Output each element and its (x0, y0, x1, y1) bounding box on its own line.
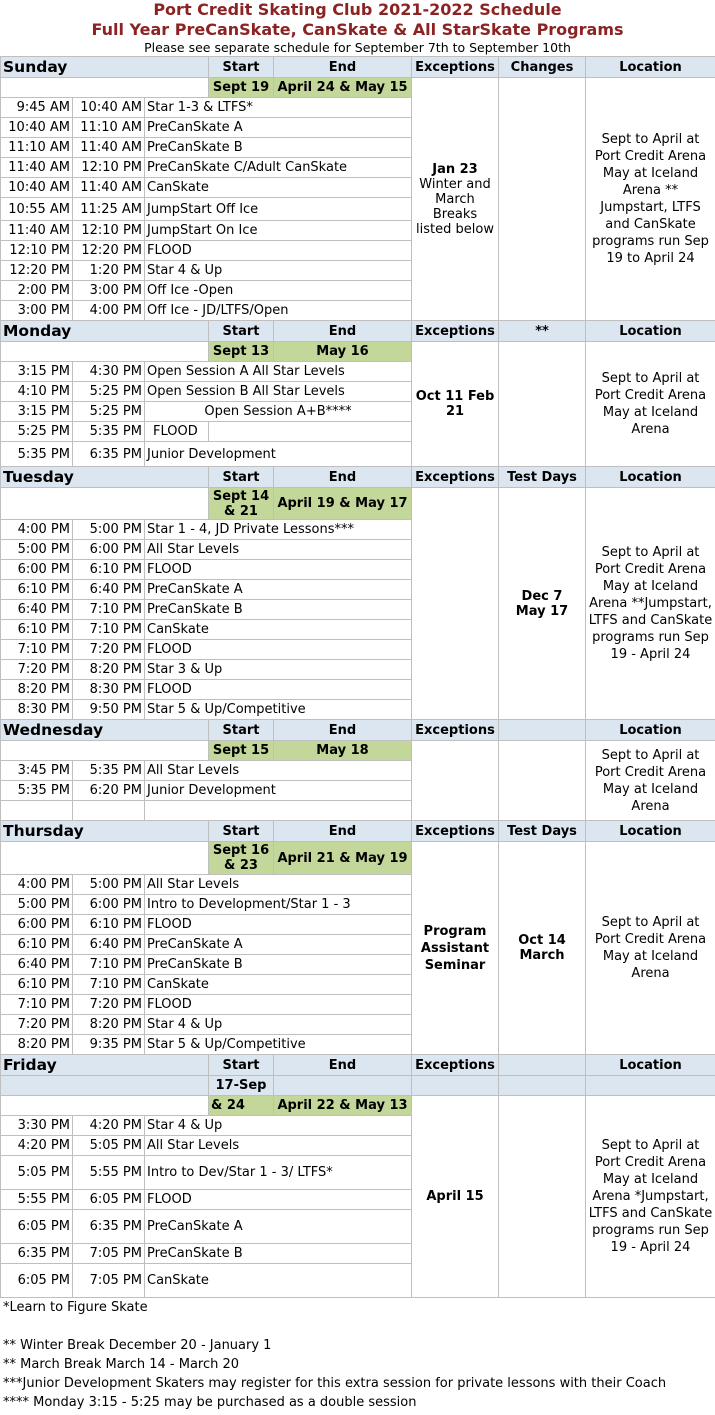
program-name: Star 5 & Up/Competitive (145, 700, 412, 720)
end-time: 5:00 PM (73, 520, 145, 540)
program-name: Open Session B All Star Levels (145, 382, 412, 402)
start-time: 3:30 PM (1, 1116, 73, 1136)
end-time: 3:00 PM (73, 281, 145, 301)
program-name: FLOOD (145, 241, 412, 261)
program-name: FLOOD (145, 915, 412, 935)
start-header: Start (209, 720, 274, 741)
start-time: 2:00 PM (1, 281, 73, 301)
blank-cell (499, 1055, 586, 1076)
tuesday-test-days: Dec 7 May 17 (499, 488, 586, 720)
start-header: Start (209, 467, 274, 488)
end-header: End (274, 720, 412, 741)
page-title: Port Credit Skating Club 2021-2022 Schedule (153, 0, 562, 19)
exception-note: Winter and March Breaks listed below (416, 176, 494, 237)
start-time: 11:40 AM (1, 158, 73, 178)
program-name: FLOOD (145, 422, 209, 442)
blank-cell (73, 801, 145, 821)
end-time: 5:05 PM (73, 1136, 145, 1156)
end-time: 5:55 PM (73, 1156, 145, 1190)
tuesday-location: Sept to April at Port Credit Arena May at Iceland Arena **Jumpstart, LTFS and CanSkate programs run Sep 19 - April 24 (586, 488, 715, 720)
end-time: 6:10 PM (73, 560, 145, 580)
footnote-winter-break: ** Winter Break December 20 - January 1 (3, 1338, 272, 1353)
wednesday-changes (499, 741, 586, 821)
program-name: Star 4 & Up (145, 1015, 412, 1035)
end-time: 12:10 PM (73, 158, 145, 178)
end-time: 8:20 PM (73, 1015, 145, 1035)
end-time: 7:20 PM (73, 640, 145, 660)
thursday-dates-row (1, 842, 715, 875)
end-time: 11:10 AM (73, 118, 145, 138)
friday-header-row (1, 1055, 715, 1076)
program-name: All Star Levels (145, 1136, 412, 1156)
start-time: 5:35 PM (1, 781, 73, 801)
location-header: Location (586, 1055, 715, 1076)
end-time: 6:00 PM (73, 895, 145, 915)
end-header: End (274, 1055, 412, 1076)
program-name: CanSkate (145, 975, 412, 995)
monday-dates-row (1, 342, 715, 362)
footnote-monday-double: **** Monday 3:15 - 5:25 may be purchased as a double session (3, 1395, 417, 1410)
blank-cell (1, 342, 209, 362)
friday-exceptions: April 15 (412, 1096, 499, 1298)
start-time: 3:15 PM (1, 402, 73, 422)
day-label-thursday: Thursday (1, 821, 209, 842)
changes-header: Changes (499, 57, 586, 78)
monday-changes (499, 342, 586, 467)
end-date: April 22 & May 13 (274, 1096, 412, 1116)
end-time: 6:05 PM (73, 1190, 145, 1210)
location-header: Location (586, 321, 715, 342)
end-time: 5:35 PM (73, 761, 145, 781)
program-name: Off Ice - JD/LTFS/Open (145, 301, 412, 321)
blank-cell (1, 741, 209, 761)
end-time: 6:40 PM (73, 580, 145, 600)
tuesday-exceptions (412, 488, 499, 720)
start-header: Start (209, 321, 274, 342)
friday-dates-row-2 (1, 1096, 715, 1116)
start-header: Start (209, 57, 274, 78)
start-time: 11:10 AM (1, 138, 73, 158)
end-time: 5:25 PM (73, 382, 145, 402)
start-time: 7:20 PM (1, 660, 73, 680)
friday-changes (499, 1096, 586, 1298)
start-time: 4:00 PM (1, 875, 73, 895)
start-time: 10:55 AM (1, 198, 73, 221)
program-name: CanSkate (145, 620, 412, 640)
end-date: May 18 (274, 741, 412, 761)
end-time: 5:35 PM (73, 422, 145, 442)
start-time: 6:05 PM (1, 1264, 73, 1298)
program-name: Off Ice -Open (145, 281, 412, 301)
program-name: JumpStart Off Ice (145, 198, 412, 221)
program-name: PreCanSkate A (145, 1210, 412, 1244)
end-time: 7:10 PM (73, 955, 145, 975)
end-date: April 24 & May 15 (274, 78, 412, 98)
start-time: 4:20 PM (1, 1136, 73, 1156)
end-header: End (274, 57, 412, 78)
footnote-ltfs: *Learn to Figure Skate (3, 1300, 148, 1315)
tuesday-header-row (1, 467, 715, 488)
footnotes (0, 1298, 715, 1412)
thursday-test-days: Oct 14 March (499, 842, 586, 1055)
end-time: 6:40 PM (73, 935, 145, 955)
program-name: Open Session A+B**** (145, 402, 412, 422)
end-time: 11:40 AM (73, 138, 145, 158)
start-date: Sept 13 (209, 342, 274, 362)
blank-cell (499, 720, 586, 741)
monday-exceptions: Oct 11 Feb 21 (412, 342, 499, 467)
day-label-friday: Friday (1, 1055, 209, 1076)
end-time: 12:10 PM (73, 221, 145, 241)
start-time: 4:00 PM (1, 520, 73, 540)
start-date: Sept 16 & 23 (209, 842, 274, 875)
program-name: All Star Levels (145, 875, 412, 895)
test-days-header: Test Days (499, 467, 586, 488)
blank-cell (209, 422, 412, 442)
blank-cell (586, 1076, 715, 1096)
program-name: Junior Development (145, 781, 412, 801)
tuesday-dates-row (1, 488, 715, 520)
program-name: Star 1 - 4, JD Private Lessons*** (145, 520, 412, 540)
start-time: 8:20 PM (1, 1035, 73, 1055)
blank-cell (412, 1076, 499, 1096)
start-time: 10:40 AM (1, 118, 73, 138)
start-header: Start (209, 1055, 274, 1076)
start-time: 7:10 PM (1, 640, 73, 660)
program-name: Intro to Dev/Star 1 - 3/ LTFS* (145, 1156, 412, 1190)
end-date: April 21 & May 19 (274, 842, 412, 875)
program-name: All Star Levels (145, 761, 412, 781)
end-time: 7:05 PM (73, 1244, 145, 1264)
day-label-sunday: Sunday (1, 57, 209, 78)
program-name: Star 4 & Up (145, 1116, 412, 1136)
start-time: 9:45 AM (1, 98, 73, 118)
end-time: 8:30 PM (73, 680, 145, 700)
start-time: 12:10 PM (1, 241, 73, 261)
wednesday-exceptions (412, 741, 499, 821)
program-name: Star 3 & Up (145, 660, 412, 680)
wednesday-header-row (1, 720, 715, 741)
end-header: End (274, 821, 412, 842)
program-name: PreCanSkate B (145, 600, 412, 620)
sunday-exceptions (412, 78, 499, 321)
start-time: 6:00 PM (1, 560, 73, 580)
program-name: PreCanSkate A (145, 935, 412, 955)
end-time: 4:30 PM (73, 362, 145, 382)
start-date: Sept 14 & 21 (209, 488, 274, 520)
end-time: 1:20 PM (73, 261, 145, 281)
start-time: 5:25 PM (1, 422, 73, 442)
thursday-header-row (1, 821, 715, 842)
start-time: 6:40 PM (1, 600, 73, 620)
blank-cell (1, 842, 209, 875)
program-name: FLOOD (145, 680, 412, 700)
day-label-monday: Monday (1, 321, 209, 342)
start-time: 3:15 PM (1, 362, 73, 382)
start-time: 6:10 PM (1, 935, 73, 955)
end-time: 8:20 PM (73, 660, 145, 680)
start-time: 5:05 PM (1, 1156, 73, 1190)
program-name: All Star Levels (145, 540, 412, 560)
end-time: 5:00 PM (73, 875, 145, 895)
day-label-tuesday: Tuesday (1, 467, 209, 488)
exceptions-header: Exceptions (412, 321, 499, 342)
start-date: & 24 (209, 1096, 274, 1116)
program-name: CanSkate (145, 178, 412, 198)
program-name: FLOOD (145, 995, 412, 1015)
program-name: Junior Development (145, 442, 412, 467)
location-header: Location (586, 821, 715, 842)
end-time: 7:10 PM (73, 620, 145, 640)
end-time: 10:40 AM (73, 98, 145, 118)
end-time: 6:35 PM (73, 442, 145, 467)
location-header: Location (586, 720, 715, 741)
blank-cell (1, 801, 73, 821)
thursday-exceptions: Program Assistant Seminar (412, 842, 499, 1055)
thursday-location: Sept to April at Port Credit Arena May at Iceland Arena (586, 842, 715, 1055)
start-time: 8:20 PM (1, 680, 73, 700)
end-time: 7:10 PM (73, 600, 145, 620)
sunday-changes (499, 78, 586, 321)
start-time: 7:20 PM (1, 1015, 73, 1035)
start-time: 6:40 PM (1, 955, 73, 975)
friday-location: Sept to April at Port Credit Arena May at Iceland Arena *Jumpstart, LTFS and CanSkate programs run Sep 19 - April 24 (586, 1096, 715, 1298)
exceptions-header: Exceptions (412, 821, 499, 842)
monday-location: Sept to April at Port Credit Arena May at Iceland Arena (586, 342, 715, 467)
program-name: Star 1-3 & LTFS* (145, 98, 412, 118)
end-time: 12:20 PM (73, 241, 145, 261)
start-time: 5:00 PM (1, 895, 73, 915)
end-time: 7:20 PM (73, 995, 145, 1015)
start-time: 6:10 PM (1, 580, 73, 600)
end-header: End (274, 467, 412, 488)
start-time: 5:55 PM (1, 1190, 73, 1210)
start-time: 12:20 PM (1, 261, 73, 281)
end-time: 7:05 PM (73, 1264, 145, 1298)
end-date: April 19 & May 17 (274, 488, 412, 520)
schedule-table (0, 56, 715, 1298)
start-time: 4:10 PM (1, 382, 73, 402)
start-time: 6:10 PM (1, 975, 73, 995)
program-name: PreCanSkate B (145, 1244, 412, 1264)
start-date: 17-Sep (209, 1076, 274, 1096)
start-time: 6:00 PM (1, 915, 73, 935)
exceptions-header: Exceptions (412, 57, 499, 78)
location-header: Location (586, 467, 715, 488)
program-name: CanSkate (145, 1264, 412, 1298)
exceptions-header: Exceptions (412, 467, 499, 488)
end-time: 11:40 AM (73, 178, 145, 198)
start-date: Sept 15 (209, 741, 274, 761)
program-name: Intro to Development/Star 1 - 3 (145, 895, 412, 915)
footnote-march-break: ** March Break March 14 - March 20 (3, 1357, 240, 1372)
wednesday-location: Sept to April at Port Credit Arena May at Iceland Arena (586, 741, 715, 821)
blank-cell (1, 1096, 209, 1116)
schedule-note: Please see separate schedule for September 7th to September 10th (144, 40, 571, 55)
blank-cell (499, 1076, 586, 1096)
blank-cell (1, 78, 209, 98)
end-time: 6:00 PM (73, 540, 145, 560)
start-time: 3:00 PM (1, 301, 73, 321)
end-time: 5:25 PM (73, 402, 145, 422)
start-header: Start (209, 821, 274, 842)
location-header: Location (586, 57, 715, 78)
footnote-spacer (0, 1317, 715, 1336)
end-time: 6:35 PM (73, 1210, 145, 1244)
end-time: 11:25 AM (73, 198, 145, 221)
end-time: 9:50 PM (73, 700, 145, 720)
program-name: FLOOD (145, 1190, 412, 1210)
changes-header: ** (499, 321, 586, 342)
end-time: 4:20 PM (73, 1116, 145, 1136)
start-time: 7:10 PM (1, 995, 73, 1015)
friday-dates-row-1 (1, 1076, 715, 1096)
end-time: 7:10 PM (73, 975, 145, 995)
end-header: End (274, 321, 412, 342)
start-time: 5:00 PM (1, 540, 73, 560)
start-time: 6:05 PM (1, 1210, 73, 1244)
start-date: Sept 19 (209, 78, 274, 98)
page-subtitle: Full Year PreCanSkate, CanSkate & All StarSkate Programs (91, 20, 624, 39)
end-time: 9:35 PM (73, 1035, 145, 1055)
day-label-wednesday: Wednesday (1, 720, 209, 741)
start-time: 8:30 PM (1, 700, 73, 720)
start-time: 11:40 AM (1, 221, 73, 241)
test-days-header: Test Days (499, 821, 586, 842)
sunday-dates-row (1, 78, 715, 98)
monday-header-row (1, 321, 715, 342)
end-time: 4:00 PM (73, 301, 145, 321)
program-name: Star 5 & Up/Competitive (145, 1035, 412, 1055)
footnote-junior-development: ***Junior Development Skaters may register for this extra session for private lessons with their Coach (3, 1376, 667, 1391)
program-name: JumpStart On Ice (145, 221, 412, 241)
end-time: 6:10 PM (73, 915, 145, 935)
program-name: PreCanSkate B (145, 955, 412, 975)
program-name: PreCanSkate A (145, 118, 412, 138)
exception-date: Jan 23 (432, 161, 478, 177)
program-name: Star 4 & Up (145, 261, 412, 281)
program-name: Open Session A All Star Levels (145, 362, 412, 382)
program-name: FLOOD (145, 640, 412, 660)
blank-cell (145, 801, 412, 821)
blank-cell (274, 1076, 412, 1096)
start-time: 6:35 PM (1, 1244, 73, 1264)
program-name: FLOOD (145, 560, 412, 580)
end-date: May 16 (274, 342, 412, 362)
program-name: PreCanSkate A (145, 580, 412, 600)
start-time: 3:45 PM (1, 761, 73, 781)
exceptions-header: Exceptions (412, 1055, 499, 1076)
start-time: 6:10 PM (1, 620, 73, 640)
blank-cell (1, 1076, 209, 1096)
end-time: 6:20 PM (73, 781, 145, 801)
schedule-header (0, 0, 715, 56)
exceptions-header: Exceptions (412, 720, 499, 741)
wednesday-dates-row (1, 741, 715, 761)
start-time: 10:40 AM (1, 178, 73, 198)
program-name: PreCanSkate B (145, 138, 412, 158)
start-time: 5:35 PM (1, 442, 73, 467)
program-name: PreCanSkate C/Adult CanSkate (145, 158, 412, 178)
blank-cell (1, 488, 209, 520)
sunday-header-row (1, 57, 715, 78)
sunday-location: Sept to April at Port Credit Arena May at Iceland Arena ** Jumpstart, LTFS and CanSkate programs run Sep 19 to April 24 (586, 78, 715, 321)
